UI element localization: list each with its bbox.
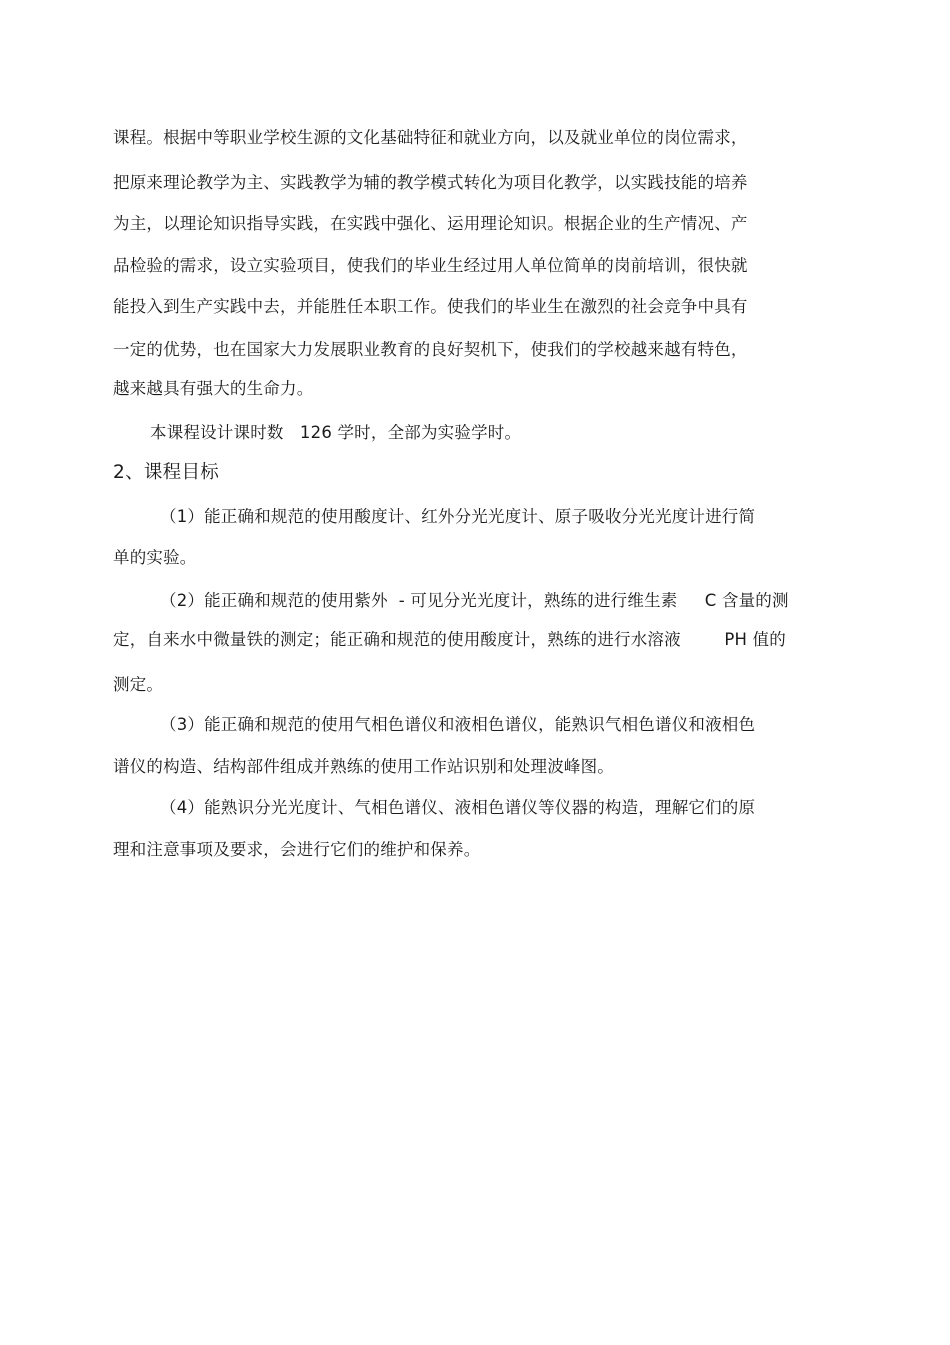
- objective-line: （1）能正确和规范的使用酸度计、红外分光光度计、原子吸收分光光度计进行简: [160, 507, 756, 526]
- intro-line: 课程。根据中等职业学校生源的文化基础特征和就业方向，以及就业单位的岗位需求，: [113, 128, 748, 147]
- objective-line: 定，自来水中微量铁的测定；能正确和规范的使用酸度计，熟练的进行水溶液 PH 值的: [113, 630, 786, 649]
- intro-line: 为主，以理论知识指导实践，在实践中强化、运用理论知识。根据企业的生产情况、产: [113, 214, 748, 233]
- intro-line: 品检验的需求，设立实验项目，使我们的毕业生经过用人单位简单的岗前培训，很快就: [113, 256, 748, 275]
- intro-line: 越来越具有强大的生命力。: [113, 379, 314, 398]
- course-hours-line: 本课程设计课时数 126 学时，全部为实验学时。: [150, 423, 522, 442]
- objective-line: 谱仪的构造、结构部件组成并熟练的使用工作站识别和处理波峰图。: [113, 757, 614, 776]
- objective-line: 测定。: [113, 675, 164, 694]
- section-heading: 2、课程目标: [113, 462, 220, 483]
- objective-line: 理和注意事项及要求，会进行它们的维护和保养。: [113, 840, 481, 859]
- objective-line: 单的实验。: [113, 548, 197, 567]
- intro-line: 把原来理论教学为主、实践教学为辅的教学模式转化为项目化教学，以实践技能的培养: [113, 173, 748, 192]
- intro-line: 能投入到生产实践中去，并能胜任本职工作。使我们的毕业生在激烈的社会竞争中具有: [113, 297, 748, 316]
- objective-line: （2）能正确和规范的使用紫外 - 可见分光光度计，熟练的进行维生素 C 含量的测: [160, 591, 789, 610]
- objective-line: （4）能熟识分光光度计、气相色谱仪、液相色谱仪等仪器的构造，理解它们的原: [160, 798, 756, 817]
- objective-line: （3）能正确和规范的使用气相色谱仪和液相色谱仪，能熟识气相色谱仪和液相色: [160, 715, 756, 734]
- intro-line: 一定的优势，也在国家大力发展职业教育的良好契机下，使我们的学校越来越有特色，: [113, 340, 748, 359]
